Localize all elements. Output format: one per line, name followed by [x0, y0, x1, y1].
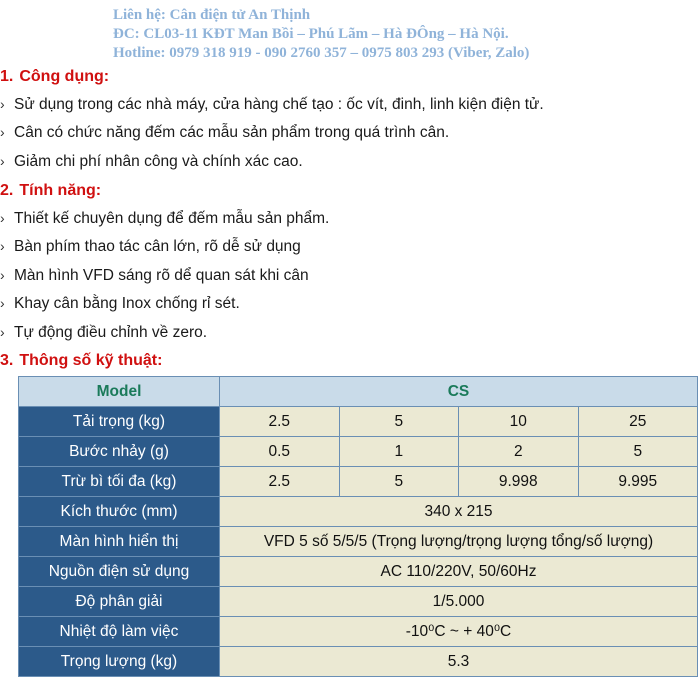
cell: 2.5 — [220, 407, 340, 437]
cell: 9.998 — [459, 467, 579, 497]
row-label: Màn hình hiển thị — [19, 527, 220, 557]
section-number: 2. — [0, 182, 14, 199]
bullet-icon: › — [0, 96, 5, 112]
bullet-icon: › — [0, 153, 5, 169]
contact-hotline: Hotline: 0979 318 919 - 090 2760 357 – 0975 803 293 (Viber, Zalo) — [113, 45, 530, 61]
table-header-row — [19, 377, 698, 407]
list-item: › Thiết kế chuyên dụng để đếm mẫu sản phẩm. — [0, 210, 330, 227]
list-item: › Giảm chi phí nhân công và chính xác cao. — [0, 153, 303, 170]
table-row — [19, 527, 698, 557]
row-label: Kích thước (mm) — [19, 497, 220, 527]
list-item: › Tự động điều chỉnh về zero. — [0, 324, 208, 341]
row-label: Trọng lượng (kg) — [19, 647, 220, 677]
cell: 5 — [339, 407, 459, 437]
row-label: Trừ bì tối đa (kg) — [19, 467, 220, 497]
row-label: Tải trọng (kg) — [19, 407, 220, 437]
model-header: Model — [19, 377, 220, 407]
cell: 1/5.000 — [220, 587, 698, 617]
list-item: › Bàn phím thao tác cân lớn, rõ dễ sử dụng — [0, 238, 301, 255]
contact-address: ĐC: CL03-11 KĐT Man Bồi – Phú Lãm – Hà ĐÔng – Hà Nội. — [113, 26, 509, 42]
table-row — [19, 407, 698, 437]
spec-table — [18, 376, 698, 677]
row-label: Bước nhảy (g) — [19, 437, 220, 467]
bullet-icon: › — [0, 267, 5, 283]
section-heading-3 — [0, 352, 162, 370]
section-title: Thông số kỹ thuật: — [19, 352, 163, 369]
cell: AC 110/220V, 50/60Hz — [220, 557, 698, 587]
table-row — [19, 497, 698, 527]
table-row — [19, 557, 698, 587]
cell: 9.995 — [578, 467, 698, 497]
table-row — [19, 647, 698, 677]
section-title: Công dụng: — [19, 68, 110, 85]
section-number: 1. — [0, 68, 14, 85]
bullet-icon: › — [0, 124, 5, 140]
list-item: › Khay cân bằng Inox chống rỉ sét. — [0, 295, 240, 312]
cell: 1 — [339, 437, 459, 467]
cell: 2 — [459, 437, 579, 467]
contact-block — [0, 6, 700, 63]
cell: -10⁰C ~ + 40⁰C — [220, 617, 698, 647]
bullet-icon: › — [0, 295, 5, 311]
bullet-icon: › — [0, 210, 5, 226]
section-title: Tính năng: — [19, 182, 102, 199]
cell: 5 — [578, 437, 698, 467]
section-number: 3. — [0, 352, 14, 369]
list-item: › Sử dụng trong các nhà máy, cửa hàng chế tạo : ốc vít, đinh, linh kiện điện tử. — [0, 96, 544, 113]
cell: 25 — [578, 407, 698, 437]
bullet-icon: › — [0, 238, 5, 254]
table-row — [19, 437, 698, 467]
bullet-icon: › — [0, 324, 5, 340]
cell: 5.3 — [220, 647, 698, 677]
list-item: › Màn hình VFD sáng rõ dể quan sát khi cân — [0, 267, 309, 284]
row-label: Độ phân giải — [19, 587, 220, 617]
table-row — [19, 587, 698, 617]
table-row — [19, 617, 698, 647]
cell: 5 — [339, 467, 459, 497]
contact-name: Liên hệ: Cân điện tử An Thịnh — [113, 7, 311, 23]
section-heading-1 — [0, 68, 109, 86]
cell: 340 x 215 — [220, 497, 698, 527]
list-item: › Cân có chức năng đếm các mẫu sản phẩm trong quá trình cân. — [0, 124, 450, 141]
cell: 10 — [459, 407, 579, 437]
cell: 2.5 — [220, 467, 340, 497]
table-row — [19, 467, 698, 497]
section-heading-2 — [0, 182, 101, 200]
row-label: Nhiệt độ làm việc — [19, 617, 220, 647]
cell: 0.5 — [220, 437, 340, 467]
model-value: CS — [220, 377, 698, 407]
row-label: Nguồn điện sử dụng — [19, 557, 220, 587]
cell: VFD 5 số 5/5/5 (Trọng lượng/trọng lượng tổng/số lượng) — [220, 527, 698, 557]
